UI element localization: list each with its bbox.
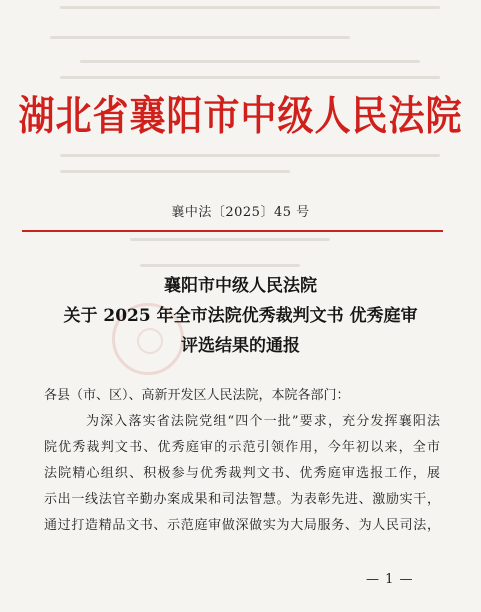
bleed-through-line	[0, 58, 481, 65]
body-text-line: 法院精心组织、积极参与优秀裁判文书、优秀庭审选报工作，展	[44, 466, 440, 481]
bleed-through-line	[0, 262, 481, 269]
bleed-through-line	[0, 74, 481, 81]
bleed-through-line	[0, 34, 481, 41]
body-text-line: 示出一线法官辛勤办案成果和司法智慧。为表彰先进、激励实干，	[44, 492, 440, 507]
salutation: 各县（市、区）、高新开发区人民法院，本院各部门：	[44, 388, 350, 403]
document-number: 襄中法〔2025〕45 号	[171, 205, 310, 220]
notice-title-line: 襄阳市中级人民法院	[164, 276, 317, 296]
bleed-through-line	[0, 4, 481, 11]
body-text-line: 通过打造精品文书、示范庭审做深做实为大局服务、为人民司法，	[44, 518, 440, 533]
notice-title-line: 评选结果的通报	[181, 336, 300, 356]
issuer-header: 湖北省襄阳市中级人民法院	[18, 93, 463, 140]
page-number: — 1 —	[366, 572, 414, 587]
bleed-through-line	[0, 168, 481, 175]
red-separator-rule	[22, 230, 443, 232]
notice-title-line: 关于 2025 年全市法院优秀裁判文书 优秀庭审	[63, 306, 418, 326]
bleed-through-line	[0, 152, 481, 159]
body-text-line: 为深入落实省法院党组“四个一批”要求，充分发挥襄阳法	[86, 414, 440, 429]
body-text-line: 院优秀裁判文书、优秀庭审的示范引领作用，今年初以来，全市	[44, 440, 440, 455]
bleed-through-line	[0, 236, 481, 243]
